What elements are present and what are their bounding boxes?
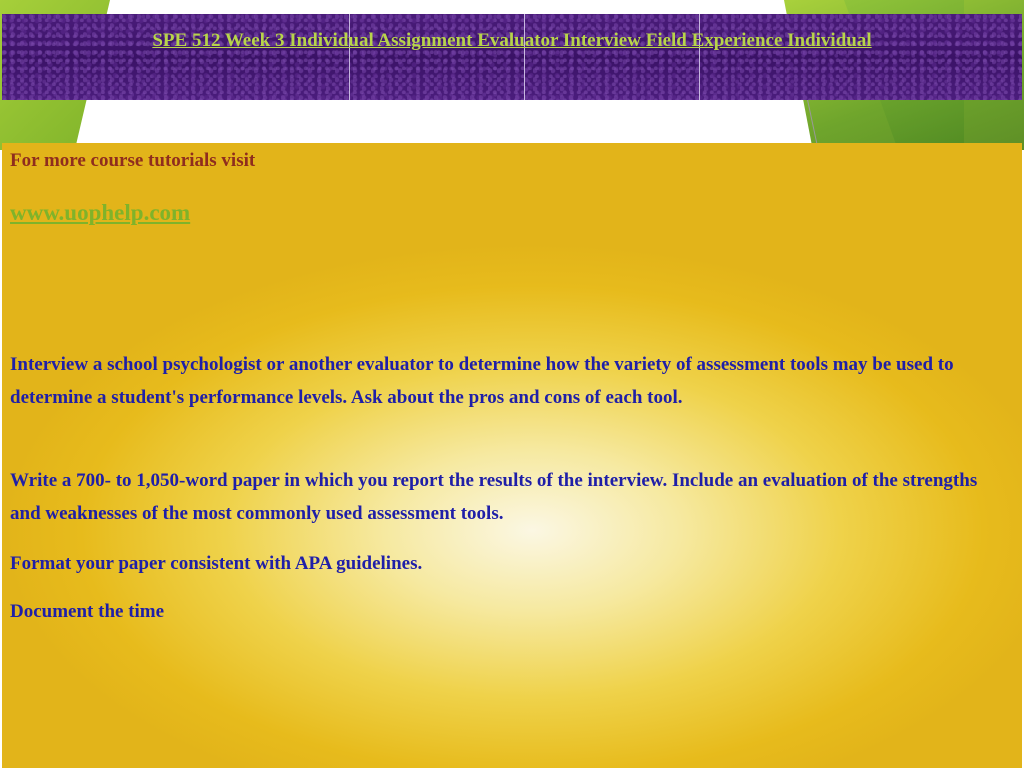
header-divider (524, 14, 525, 100)
page-title[interactable]: SPE 512 Week 3 Individual Assignment Evaluator Interview Field Experience Individual (152, 30, 872, 51)
header-banner (2, 14, 1022, 100)
website-link[interactable]: www.uophelp.com (10, 200, 191, 225)
assignment-paragraph: Format your paper consistent with APA guidelines. (10, 553, 423, 574)
assignment-paragraph: Interview a school psychologist or another evaluator to determine how the variety of assessment tools may be used to determine a student's performance levels. Ask about the pros and cons of each tool. (10, 354, 954, 408)
intro-text: For more course tutorials visit (10, 150, 256, 171)
header-divider (349, 14, 350, 100)
assignment-paragraph: Document the time (10, 601, 165, 622)
content-panel (2, 143, 1022, 768)
header-divider (699, 14, 700, 100)
assignment-paragraph: Write a 700- to 1,050-word paper in which you report the results of the interview. Include an evaluation of the strengths and weaknesses of the most commonly used assessment tools. (10, 470, 978, 524)
